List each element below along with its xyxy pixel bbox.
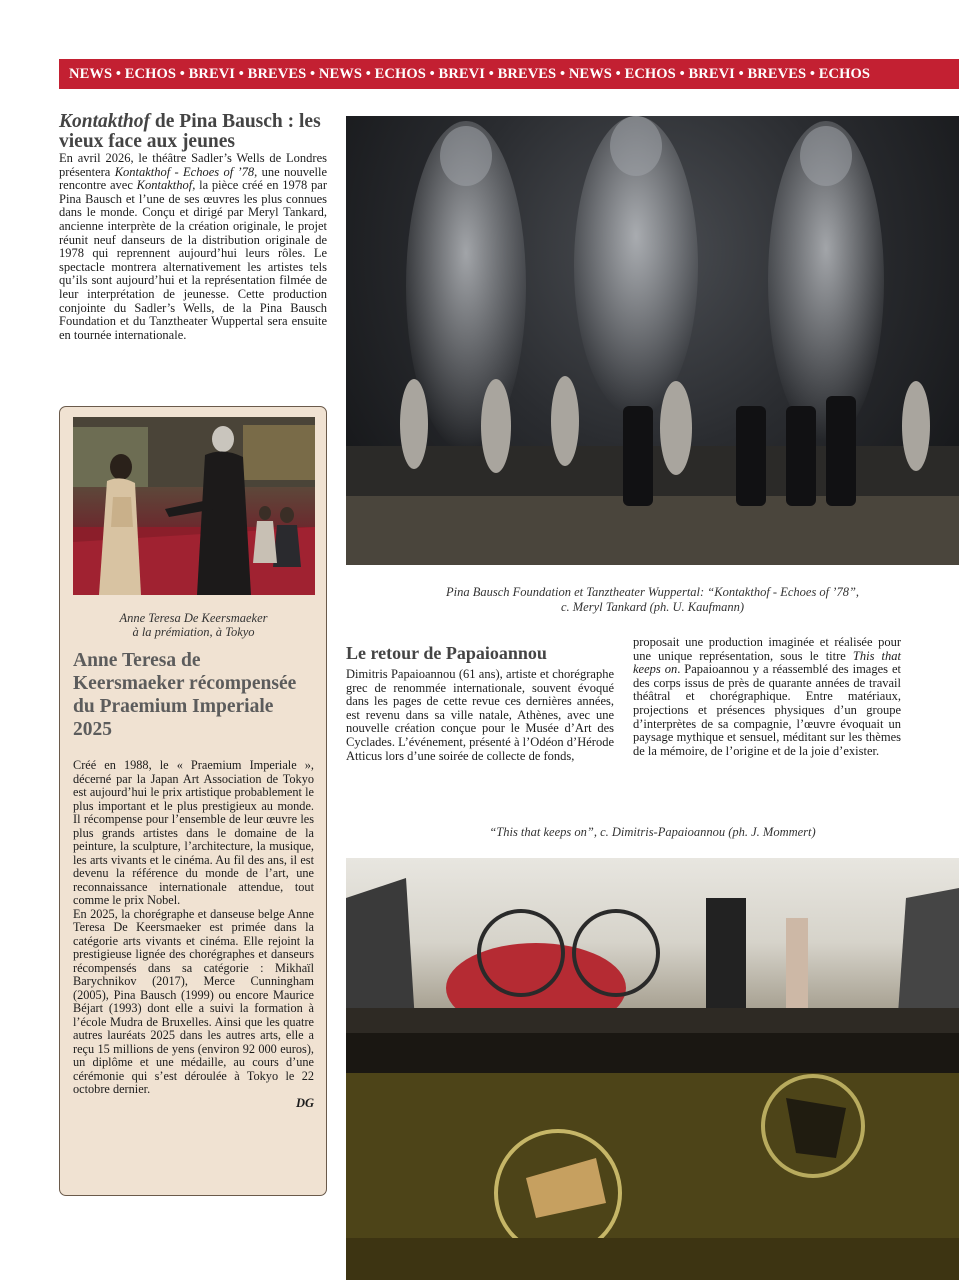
papaioannou-photo: [346, 858, 959, 1280]
kontakthof-photo: [346, 116, 959, 565]
papaioannou-photo-illustration: [346, 858, 959, 1280]
body-italic: Kontakthof: [136, 178, 193, 193]
ceremony-photo-illustration: [73, 417, 315, 595]
body-part: proposait une production imaginée et réalisée pour une unique représentation, sous le titre: [633, 635, 901, 663]
caption-line: c. Meryl Tankard (ph. U. Kaufmann): [560, 600, 745, 614]
papaioannou-photo-caption: “This that keeps on”, c. Dimitris-Papaioannou (ph. J. Mommert): [489, 825, 816, 839]
section-banner: NEWS • ECHOS • BREVI • BREVES • NEWS • ECHOS • BREVI • BREVES • NEWS • ECHOS • BREVI • BREVES • ECHOS: [59, 59, 959, 89]
papaioannou-body-col2: [633, 636, 901, 758]
ceremony-photo-caption: [73, 611, 314, 639]
papaioannou-body-col1: Dimitris Papaioannou (61 ans), artiste et chorégraphe grec de renommée internationale, souvent évoqué dans les pages de cette revue ces dernières années, est revenu dans sa ville natale, Athènes, avec une nouvelle création conçue pour le Musée d’Art des Cyclades. L’événement, présenté à l’Odéon d’Hérode Atticus lors d’une soirée de collecte de fonds,: [346, 667, 614, 763]
body-italic: This that keeps on: [633, 648, 901, 677]
title-italic-part: Kontakthof: [59, 111, 151, 132]
caption-line: Pina Bausch Foundation et Tanztheater Wuppertal: “Kontakthof - Echoes of ’78”,: [445, 585, 860, 599]
praemium-body-p1: Créé en 1988, le « Praemium Imperiale », décerné par la Japan Art Association de Tokyo est aujourd’hui le prix artistique probablement le plus important et le plus prestigieux au monde. Il récompense pour l’ensemble de leur œuvre les plus grands artistes dans le domaine de la peinture, la sculpture, l’architecture, la musique, les arts vivants et le cinéma. Au fil des ans, il est devenu la référence du monde de l’art, une reconnaissance internationale attendue, tout comme le prix Nobel.: [73, 758, 314, 907]
kontakthof-photo-caption: [346, 585, 959, 615]
article-kontakthof-title: [59, 112, 327, 152]
article-kontakthof: [59, 112, 327, 342]
body-part: , une nouvelle rencontre avec: [59, 164, 328, 193]
caption-line: Anne Teresa De Keersmaeker: [119, 611, 268, 625]
praemium-body-p2: En 2025, la chorégraphe et danseuse belge Anne Teresa De Keersmaeker est primée dans la catégorie arts vivants et cinéma. Elle rejoint la prestigieuse lignée des chorégraphes et danseurs récompensés dans sa catégorie : Mikhaïl Barychnikov (2017), Merce Cunningham (2005), Pina Bausch (1999) ou encore Maurice Béjart (1993) dont elle a suivi la formation à l’école Mudra de Bruxelles. Ainsi que les quatre autres lauréats 2025 dans les autres arts, elle a reçu 15 millions de yens (environ 92 000 euros), un diplôme et une médaille, au cours d’une cérémonie qui s’est déroulée à Tokyo le 22 octobre dernier.: [73, 906, 314, 1096]
body-part: , la pièce créé en 1978 par Pina Bausch et l’une de ses œuvres les plus connues dans le monde. Conçu et dirigé par Meryl Tankard, ancienne interprète de la création originale, le projet réunit neuf danseurs de la distribution originale de 1978 qui reprennent aujourd’hui leurs rôles. Le spectacle montrera alternativement les artistes tels qu’ils sont aujourd’hui et la représentation filmée de leur interprétation de jeunesse. Cette production conjointe du Sadler’s Wells, de la Pina Bausch Foundation et du Tanztheater Wuppertal sera ensuite en tournée internationale.: [59, 178, 327, 342]
body-italic: Kontakthof - Echoes of ’78: [114, 164, 255, 179]
papaioannou-title: Le retour de Papaioannou: [346, 643, 547, 663]
praemium-box: [59, 406, 327, 1196]
body-part: En avril 2026, le théâtre Sadler’s Wells de Londres présentera: [59, 151, 327, 179]
article-kontakthof-body: [59, 152, 327, 342]
body-part: . Papaioannou y a réassemblé des images et des corps issus de près de quarante années de travail théâtral et chorégraphique. Entre matériaux, projections et présences physiques d’un groupe d’interprètes de sa compagnie, l’œuvre évoquait un paysage mythique et sensuel, méditant sur les thèmes de la mémoire, de l’origine et de la joie d’exister.: [633, 662, 901, 758]
title-rest-part: de Pina Bausch : les vieux face aux jeunes: [59, 111, 321, 152]
kontakthof-photo-illustration: [346, 116, 959, 565]
praemium-title: Anne Teresa de Keersmaeker récompensée du Praemium Imperiale 2025: [73, 650, 297, 740]
author-signature: DG: [295, 1095, 314, 1110]
caption-line: à la prémiation, à Tokyo: [132, 625, 255, 639]
ceremony-photo: [73, 417, 315, 595]
